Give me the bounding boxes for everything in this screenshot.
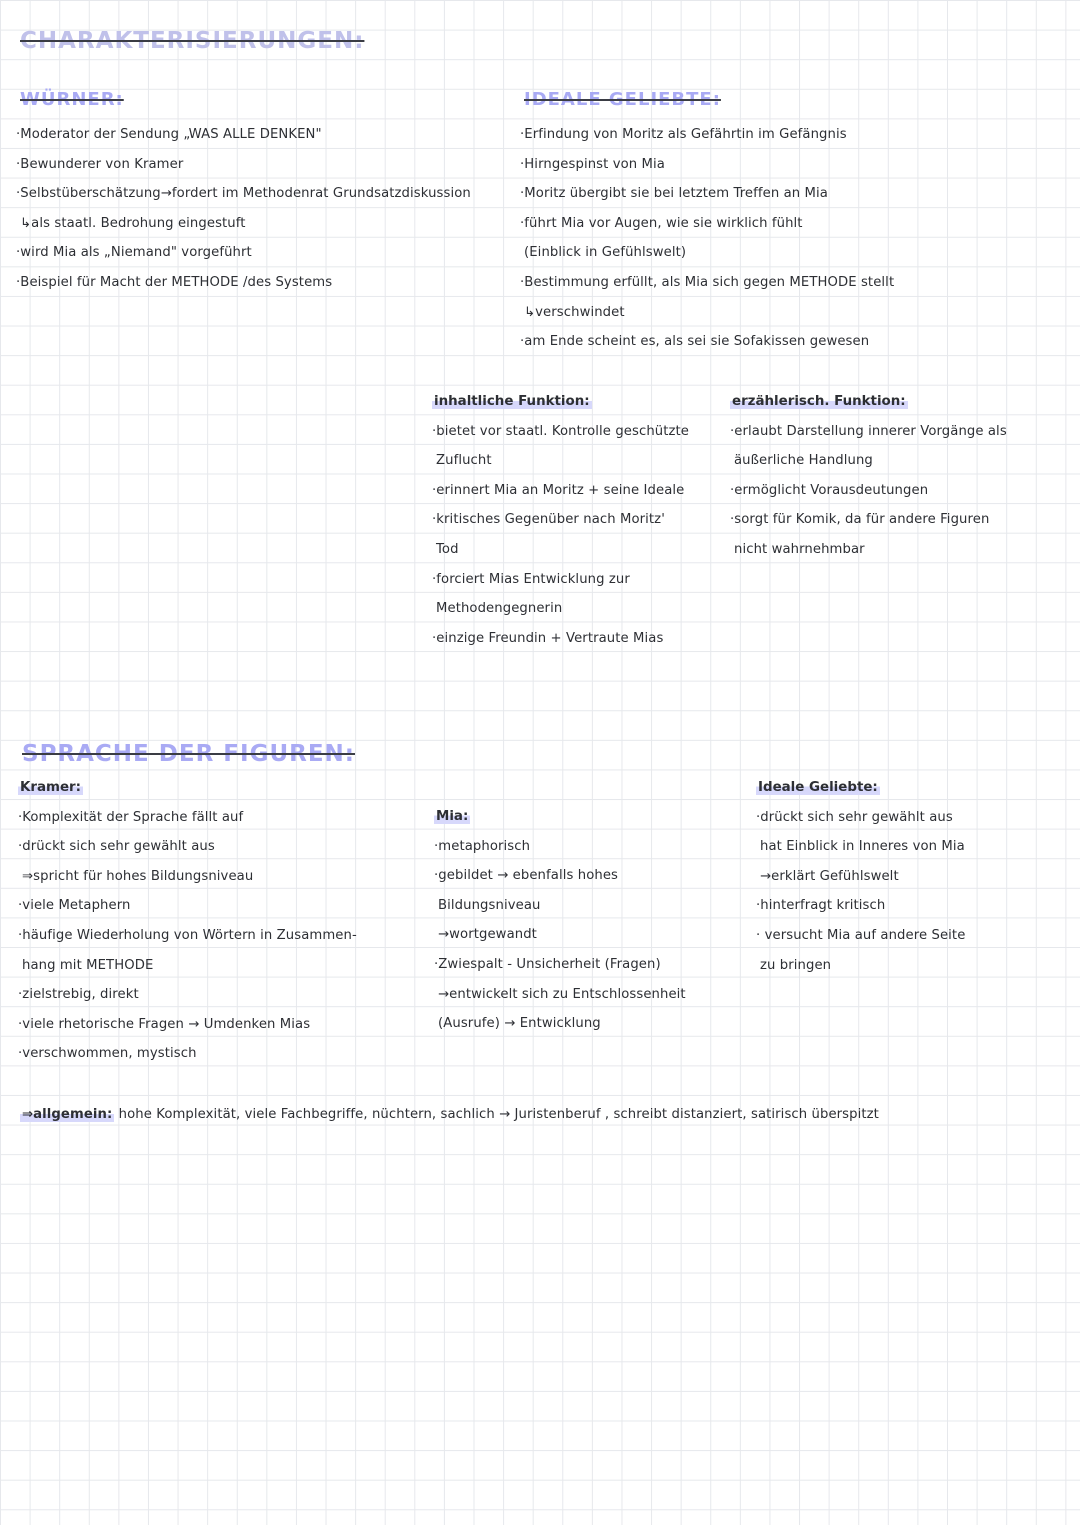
list-item: ·Komplexität der Sprache fällt auf — [18, 809, 244, 825]
list-item: Zuflucht — [436, 453, 492, 469]
list-item: ·Hirngespinst von Mia — [520, 156, 665, 172]
wuerner-list — [16, 120, 471, 298]
list-item: Methodengegnerin — [436, 601, 563, 617]
kramer-section — [18, 773, 357, 1069]
erzaehlerische-funktion-label: erzählerisch. Funktion: — [732, 394, 906, 409]
list-item: ·metaphorisch — [434, 838, 531, 854]
page-title — [20, 28, 364, 54]
list-item: (Ausrufe) → Entwicklung — [438, 1016, 601, 1032]
list-item: ·erlaubt Darstellung innerer Vorgänge als — [730, 423, 1007, 439]
wuerner-heading: WÜRNER: — [20, 89, 124, 110]
ideale-geliebte-list — [520, 120, 894, 357]
list-item: ·Bewunderer von Kramer — [16, 156, 184, 172]
list-item: ·Erfindung von Moritz als Gefährtin im Gefängnis — [520, 127, 847, 142]
list-item: ·Selbstüberschätzung→fordert im Methodenrat Grundsatzdiskussion — [16, 186, 471, 202]
mia-label: Mia: — [436, 809, 469, 824]
list-item: zu bringen — [760, 957, 832, 973]
mia-section — [434, 802, 686, 1039]
ideale-geliebte-sprache-section — [756, 773, 965, 980]
list-item: ·erinnert Mia an Moritz + seine Ideale — [432, 482, 685, 498]
list-item: ·wird Mia als „Niemand" vorgeführt — [16, 245, 252, 261]
list-item: hat Einblick in Inneres von Mia — [760, 839, 965, 855]
list-item: ·bietet vor staatl. Kontrolle geschützte — [432, 423, 690, 439]
list-item: äußerliche Handlung — [734, 453, 873, 469]
allgemein-text: hohe Komplexität, viele Fachbegriffe, nüchtern, sachlich → Juristenberuf , schreibt distanziert, satirisch überspitzt — [118, 1107, 879, 1122]
list-item: ·forciert Mias Entwicklung zur — [432, 571, 630, 587]
list-item: ·Moderator der Sendung „WAS ALLE DENKEN" — [16, 127, 322, 142]
list-item: ⇒spricht für hohes Bildungsniveau — [22, 868, 254, 884]
list-item: ·Moritz übergibt sie bei letztem Treffen an Mia — [520, 186, 828, 202]
list-item: ·gebildet → ebenfalls hohes — [434, 868, 619, 884]
erzaehlerische-funktion — [730, 387, 1007, 565]
list-item: ·drückt sich sehr gewählt aus — [756, 809, 953, 825]
list-item: · versucht Mia auf andere Seite — [756, 927, 966, 943]
list-item: (Einblick in Gefühlswelt) — [524, 245, 687, 261]
list-item: ·führt Mia vor Augen, wie sie wirklich fühlt — [520, 215, 803, 231]
sprache-heading: SPRACHE DER FIGUREN: — [22, 741, 355, 767]
list-item: hang mit METHODE — [22, 957, 154, 973]
ideale-geliebte-sprache-label: Ideale Geliebte: — [758, 780, 878, 795]
list-item: ·ermöglicht Vorausdeutungen — [730, 482, 929, 498]
list-item: ·drückt sich sehr gewählt aus — [18, 839, 215, 855]
allgemein-summary — [20, 1100, 879, 1130]
inhaltliche-funktion — [432, 387, 689, 653]
list-item: ·am Ende scheint es, als sei sie Sofakissen gewesen — [520, 334, 870, 350]
list-item: ↳verschwindet — [524, 304, 625, 320]
list-item: ·hinterfragt kritisch — [756, 898, 886, 914]
list-item: ·sorgt für Komik, da für andere Figuren — [730, 512, 990, 528]
allgemein-label: ⇒allgemein: — [22, 1107, 113, 1122]
list-item: ·verschwommen, mystisch — [18, 1046, 197, 1062]
list-item: ·kritisches Gegenüber nach Moritz' — [432, 512, 665, 528]
ideale-geliebte-heading: IDEALE GELIEBTE: — [524, 89, 721, 110]
list-item: ·Bestimmung erfüllt, als Mia sich gegen METHODE stellt — [520, 274, 895, 290]
list-item: Bildungsniveau — [438, 897, 541, 913]
list-item: ·häufige Wiederholung von Wörtern in Zusammen- — [18, 927, 357, 943]
list-item: ·Beispiel für Macht der METHODE /des Systems — [16, 274, 333, 290]
list-item: Tod — [436, 541, 459, 557]
list-item: →erklärt Gefühlswelt — [760, 868, 899, 884]
list-item: ·zielstrebig, direkt — [18, 987, 139, 1003]
inhaltliche-funktion-label: inhaltliche Funktion: — [434, 394, 590, 409]
list-item: nicht wahrnehmbar — [734, 541, 865, 557]
page-title-text: CHARAKTERISIERUNGEN: — [20, 28, 365, 54]
list-item: →entwickelt sich zu Entschlossenheit — [438, 986, 686, 1002]
list-item: ↳als staatl. Bedrohung eingestuft — [20, 215, 246, 231]
list-item: ·Zwiespalt - Unsicherheit (Fragen) — [434, 956, 661, 972]
list-item: →wortgewandt — [438, 927, 537, 943]
list-item: ·viele Metaphern — [18, 898, 131, 914]
list-item: ·viele rhetorische Fragen → Umdenken Mias — [18, 1016, 311, 1032]
list-item: ·einzige Freundin + Vertraute Mias — [432, 630, 664, 646]
kramer-label: Kramer: — [20, 780, 82, 795]
